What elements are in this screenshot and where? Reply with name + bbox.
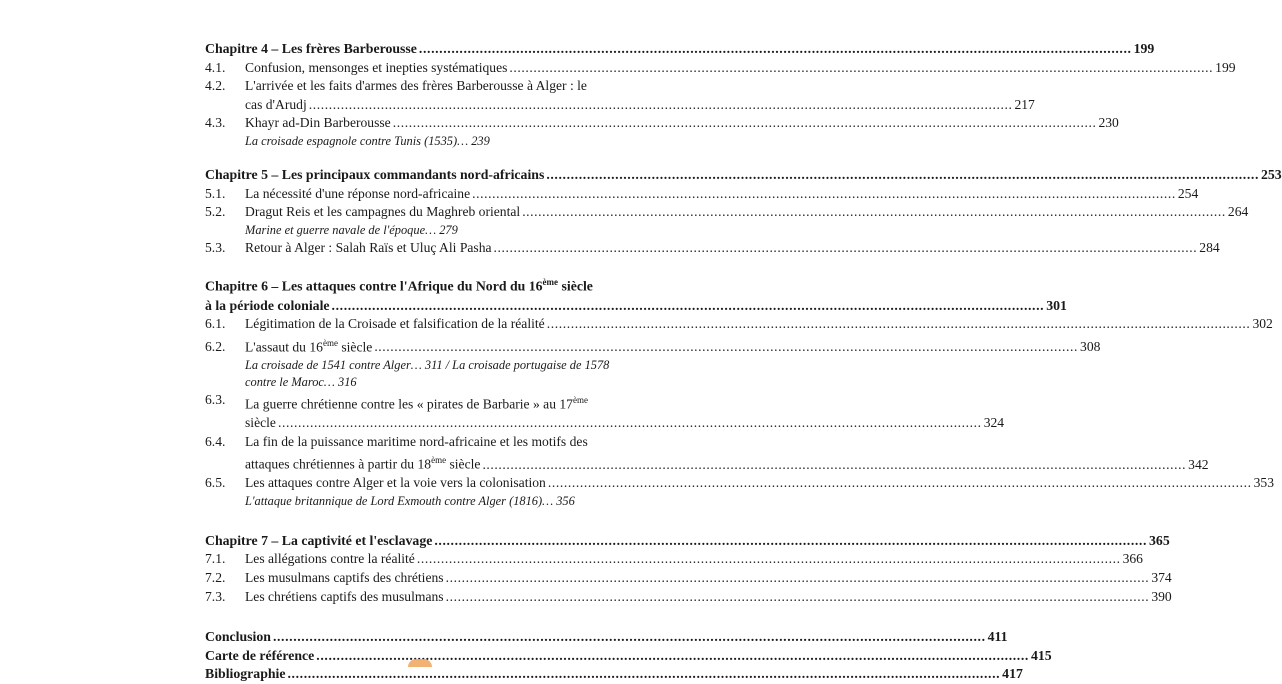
chapter-title: Chapitre 7 – La captivité et l'esclavage <box>205 532 433 548</box>
page-number: 199 <box>1215 59 1236 75</box>
toc-subentry[interactable]: La croisade de 1541 contre Alger… 311 / La croisade portugaise de 1578 <box>245 357 610 372</box>
section-number: 4.3. <box>205 115 226 131</box>
page-number: 301 <box>1046 297 1067 313</box>
section-title: La guerre chrétienne contre les « pirates de Barbarie » au 17ème <box>245 394 588 412</box>
page-number: 411 <box>987 629 1008 645</box>
page-edge-mark <box>408 659 432 667</box>
leader-dots <box>547 315 1251 334</box>
chapter-title: Conclusion <box>205 629 271 645</box>
leader-dots <box>522 203 1226 222</box>
page-number: 417 <box>1002 666 1023 682</box>
chapter-title: Chapitre 5 – Les principaux commandants nord-africains <box>205 166 545 182</box>
toc-chapter-6[interactable]: Chapitre 6 – Les attaques contre l'Afrique du Nord du 16ème siècle <box>205 277 593 294</box>
section-title: Les allégations contre la réalité <box>245 551 415 567</box>
section-number: 5.3. <box>205 239 226 255</box>
page-number: 366 <box>1122 551 1143 567</box>
section-number: 7.2. <box>205 570 226 586</box>
leader-dots <box>278 414 982 433</box>
section-title: La fin de la puissance maritime nord-africaine et les motifs des <box>245 433 588 449</box>
section-title: La nécessité d'une réponse nord-africaine <box>245 185 471 201</box>
section-number: 6.5. <box>205 475 226 491</box>
page-number: 353 <box>1253 475 1274 491</box>
section-number: 5.2. <box>205 204 226 220</box>
toc-entry-4-2-cont[interactable] <box>205 96 1035 115</box>
page-number: 302 <box>1252 316 1273 332</box>
section-number: 7.3. <box>205 588 226 604</box>
toc-entry-7-2[interactable] <box>205 569 1172 588</box>
page-number: 284 <box>1199 239 1220 255</box>
leader-dots <box>309 96 1013 115</box>
page-number: 374 <box>1151 570 1172 586</box>
section-number: 6.1. <box>205 316 226 332</box>
leader-dots <box>393 114 1097 133</box>
section-title: Confusion, mensonges et inepties systématiques <box>245 59 508 75</box>
toc-entry-6-2[interactable] <box>205 334 1101 357</box>
page-number: 230 <box>1098 115 1119 131</box>
section-title-cont: attaques chrétiennes à partir du 18ème siècle <box>245 455 481 472</box>
chapter-title: Carte de référence <box>205 647 315 663</box>
page-number: 264 <box>1227 204 1249 220</box>
toc-entry-6-3-cont[interactable] <box>205 414 1005 433</box>
toc-subentry[interactable]: L'attaque britannique de Lord Exmouth contre Alger (1816)… 356 <box>245 493 575 508</box>
page-number: 324 <box>983 414 1005 430</box>
leader-dots <box>509 59 1213 78</box>
leader-dots <box>482 456 1186 475</box>
leader-dots <box>446 569 1150 588</box>
leader-dots <box>472 185 1176 204</box>
page-number: 308 <box>1080 339 1101 355</box>
table-of-contents <box>205 40 1282 684</box>
section-title: Retour à Alger : Salah Raïs et Uluç Ali Pasha <box>245 239 492 255</box>
leader-dots <box>419 40 1132 59</box>
page-number: 390 <box>1151 588 1172 604</box>
toc-chapter-4[interactable] <box>205 40 1155 59</box>
toc-entry-6-5[interactable] <box>205 474 1274 493</box>
toc-entry-6-4-cont[interactable] <box>205 451 1209 474</box>
section-title: Légitimation de la Croisade et falsification de la réalité <box>245 316 545 332</box>
leader-dots <box>434 532 1147 551</box>
toc-entry-6-1[interactable] <box>205 315 1273 334</box>
toc-conclusion[interactable] <box>205 628 1008 647</box>
toc-entry-6-4[interactable] <box>205 433 610 452</box>
toc-entry-4-3[interactable] <box>205 114 1119 133</box>
toc-entry-4-1[interactable] <box>205 59 1236 78</box>
leader-dots <box>417 550 1121 569</box>
leader-dots <box>374 338 1078 357</box>
leader-dots <box>288 665 1001 684</box>
section-title: Les attaques contre Alger et la voie vers la colonisation <box>245 475 546 491</box>
page-number: 199 <box>1133 41 1155 56</box>
page-number: 253 <box>1261 166 1282 182</box>
leader-dots <box>546 166 1259 185</box>
page-number: 365 <box>1149 532 1170 548</box>
leader-dots <box>273 628 986 647</box>
section-title: L'arrivée et les faits d'armes des frères Barberousse à Alger : le <box>245 78 587 94</box>
toc-chapter-6-cont[interactable] <box>205 297 1067 316</box>
leader-dots <box>494 239 1198 258</box>
chapter-title: Bibliographie <box>205 666 286 682</box>
toc-subentry-cont[interactable]: contre le Maroc… 316 <box>245 374 357 389</box>
toc-entry-7-3[interactable] <box>205 588 1172 607</box>
section-number: 6.4. <box>205 433 226 449</box>
section-number: 7.1. <box>205 551 226 567</box>
page-number: 342 <box>1188 456 1209 472</box>
toc-carte[interactable] <box>205 647 1052 666</box>
section-number: 4.2. <box>205 78 226 94</box>
toc-chapter-5[interactable] <box>205 166 1282 185</box>
page-number: 254 <box>1177 185 1199 201</box>
chapter-title-cont: à la période coloniale <box>205 297 330 313</box>
section-title-cont: siècle <box>245 414 276 430</box>
section-number: 6.3. <box>205 391 226 407</box>
section-number: 5.1. <box>205 185 226 201</box>
chapter-title: Chapitre 4 – Les frères Barberousse <box>205 41 417 56</box>
section-title: Les chrétiens captifs des musulmans <box>245 588 444 604</box>
toc-entry-5-2[interactable] <box>205 203 1249 222</box>
toc-entry-5-3[interactable] <box>205 239 1220 258</box>
section-title: Khayr ad-Din Barberousse <box>245 115 391 131</box>
leader-dots <box>548 474 1252 493</box>
toc-entry-6-3[interactable] <box>205 391 610 414</box>
leader-dots <box>446 588 1150 607</box>
page-number: 415 <box>1030 647 1052 663</box>
section-title-cont: cas d'Arudj <box>245 96 307 112</box>
toc-chapter-7[interactable] <box>205 532 1170 551</box>
toc-bibliographie[interactable] <box>205 665 1023 684</box>
toc-entry-4-2[interactable] <box>205 77 610 96</box>
section-title: Les musulmans captifs des chrétiens <box>245 570 444 586</box>
toc-subentry[interactable]: Marine et guerre navale de l'époque… 279 <box>245 222 458 237</box>
toc-subentry[interactable]: La croisade espagnole contre Tunis (1535)… 239 <box>245 133 490 148</box>
toc-entry-5-1[interactable] <box>205 185 1199 204</box>
section-number: 6.2. <box>205 339 226 355</box>
leader-dots <box>332 297 1045 316</box>
section-title: Dragut Reis et les campagnes du Maghreb oriental <box>245 204 521 220</box>
toc-entry-7-1[interactable] <box>205 550 1143 569</box>
section-title: L'assaut du 16ème siècle <box>245 337 373 355</box>
page-number: 217 <box>1014 96 1035 112</box>
section-number: 4.1. <box>205 59 226 75</box>
